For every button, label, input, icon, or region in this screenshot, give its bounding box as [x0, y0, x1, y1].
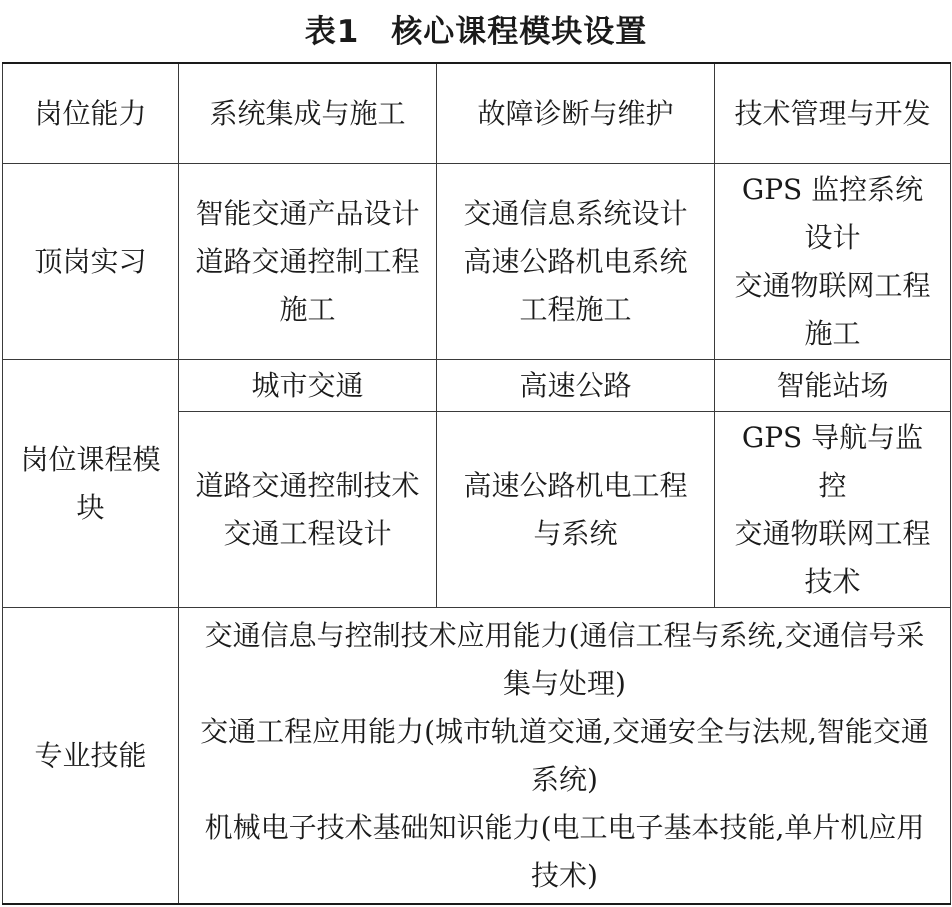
internship-item: GPS 监控系统设计 [741, 172, 924, 254]
course-item: 交通工程设计 [223, 516, 392, 550]
table-row-internship [3, 164, 951, 360]
skill-item: 交通信息与控制技术应用能力(通信工程与系统,交通信号采集与处理) [204, 618, 925, 700]
internship-cell-tech-management [715, 164, 951, 360]
internship-item: 交通信息系统设计 [463, 196, 688, 230]
row-label-professional-skills: 专业技能 [3, 608, 179, 905]
table-title: 表1 核心课程模块设置 [304, 14, 648, 50]
internship-cell-fault-diagnosis [437, 164, 715, 360]
row-label-position-ability: 岗位能力 [3, 63, 179, 164]
course-cell-smart-station [715, 412, 951, 608]
internship-cell-system-integration [179, 164, 437, 360]
column-header-fault-diagnosis: 故障诊断与维护 [437, 63, 715, 164]
table-row-position-ability [3, 63, 951, 164]
row-label-internship: 顶岗实习 [3, 164, 179, 360]
core-course-module-table [2, 62, 951, 905]
internship-item: 智能交通产品设计 [195, 196, 420, 230]
table-row-course-subheaders [3, 360, 951, 412]
subheader-urban-traffic: 城市交通 [179, 360, 437, 412]
course-cell-highway [437, 412, 715, 608]
table-row-professional-skills [3, 608, 951, 905]
course-cell-urban-traffic [179, 412, 437, 608]
internship-item: 交通物联网工程施工 [734, 268, 931, 350]
internship-item: 高速公路机电系统工程施工 [463, 244, 688, 326]
subheader-highway: 高速公路 [437, 360, 715, 412]
skills-cell [179, 608, 951, 905]
course-item: 交通物联网工程技术 [734, 516, 931, 598]
column-header-system-integration: 系统集成与施工 [179, 63, 437, 164]
row-label-course-modules: 岗位课程模块 [3, 360, 179, 608]
column-header-tech-management: 技术管理与开发 [715, 63, 951, 164]
internship-item: 道路交通控制工程施工 [195, 244, 420, 326]
course-item: 道路交通控制技术 [195, 468, 420, 502]
skill-item: 机械电子技术基础知识能力(电工电子基本技能,单片机应用技术) [204, 810, 925, 892]
subheader-smart-station: 智能站场 [715, 360, 951, 412]
course-item: GPS 导航与监控 [741, 420, 924, 502]
course-item: 高速公路机电工程与系统 [463, 468, 688, 550]
skill-item: 交通工程应用能力(城市轨道交通,交通安全与法规,智能交通系统) [200, 714, 929, 796]
